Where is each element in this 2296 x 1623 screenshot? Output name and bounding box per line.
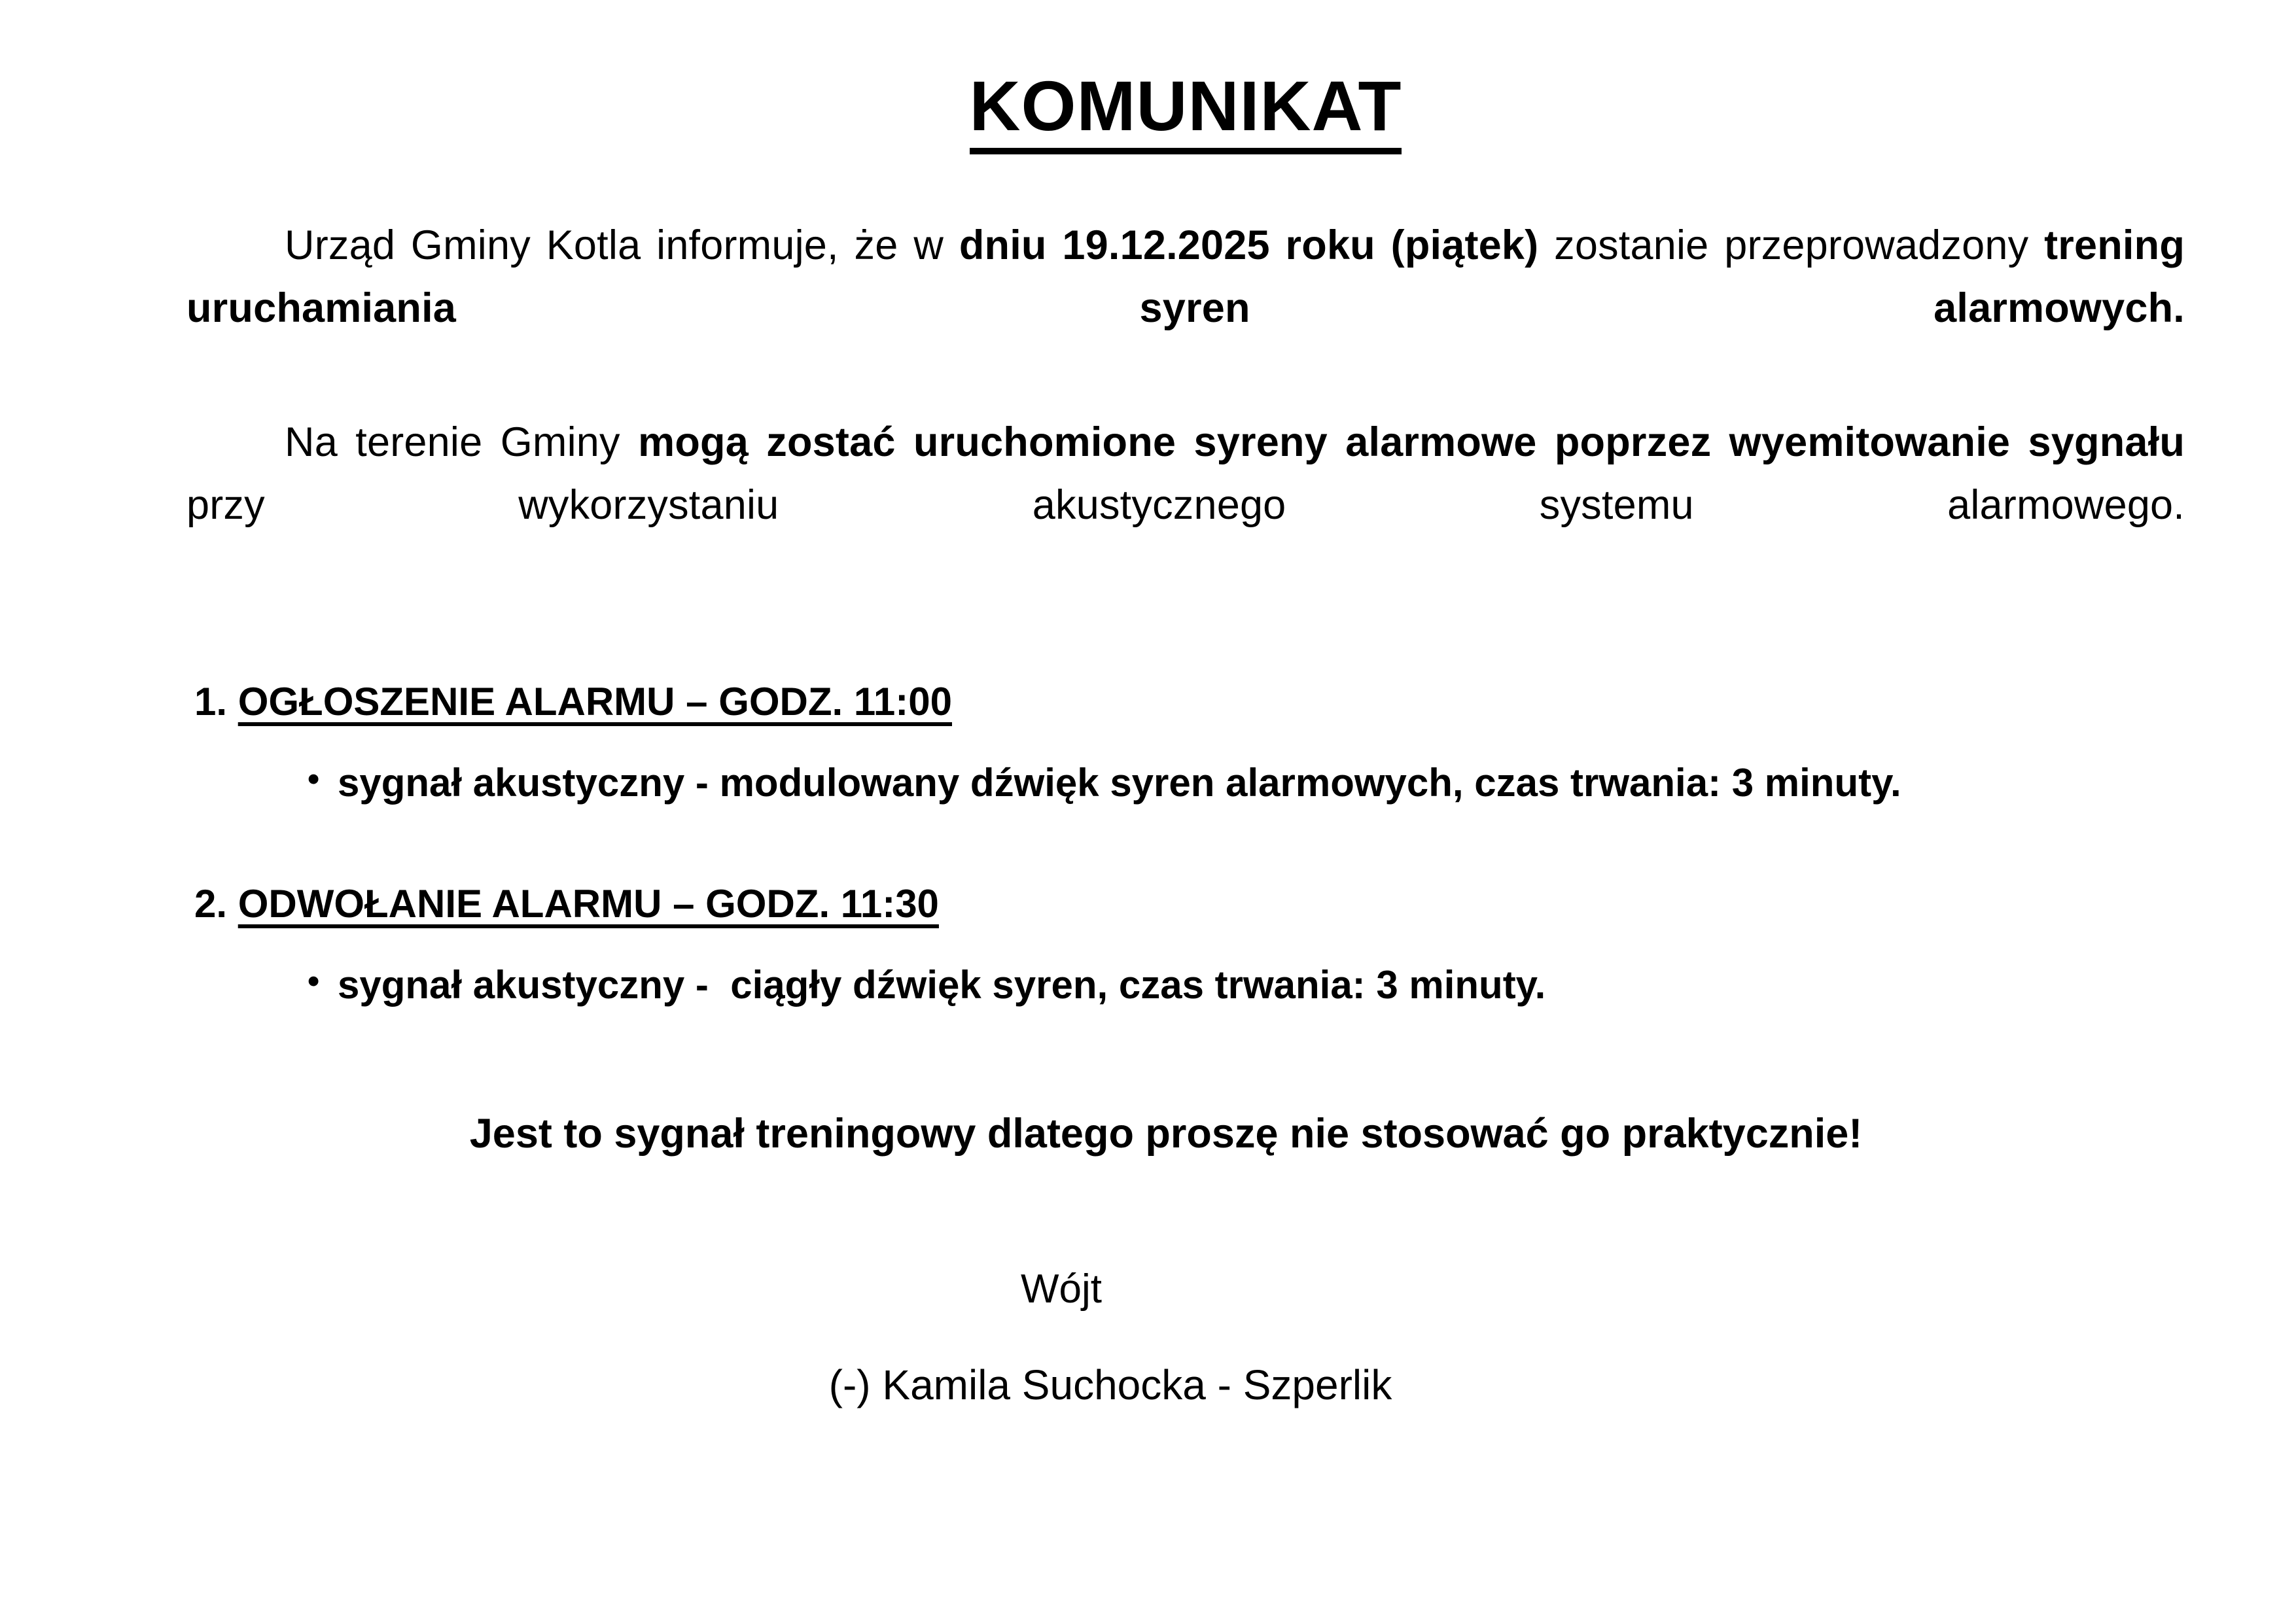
- list-item-2-number: 2.: [194, 881, 228, 926]
- page-title-text: KOMUNIKAT: [970, 71, 1402, 154]
- paragraph-1-seg-3: zostanie przeprowadzony: [1538, 222, 2045, 268]
- list-item-2-heading-text: ODWOŁANIE ALARMU – GODZ. 11:30: [238, 881, 939, 926]
- list-item-1-bullet-text: sygnał akustyczny - modulowany dźwięk syren alarmowych, czas trwania: 3 minuty.: [338, 760, 1901, 805]
- list-item-1-heading-text: OGŁOSZENIE ALARMU – GODZ. 11:00: [238, 679, 952, 724]
- signature-name: (-) Kamila Suchocka - Szperlik: [828, 1361, 1392, 1408]
- list-item-2-bullet-text: sygnał akustyczny - ciągły dźwięk syren, czas trwania: 3 minuty.: [338, 962, 1546, 1007]
- paragraph-1-seg-4: trening uruchamiania syren alarmowych.: [186, 222, 2185, 331]
- paragraph-1-seg-2: dniu 19.12.2025 roku (piątek): [959, 222, 1539, 268]
- page-title: [186, 0, 2185, 154]
- list-item-1-number: 1.: [194, 679, 228, 724]
- paragraph-1: [186, 215, 2185, 402]
- alarm-schedule-list: [186, 677, 2185, 1011]
- paragraph-2: [186, 411, 2185, 599]
- paragraph-2-seg-1: Na terenie Gminy: [285, 419, 639, 466]
- bullet-dot-icon: •: [308, 759, 320, 798]
- list-item-2-heading: [186, 879, 2185, 928]
- emphasis-notice: Jest to sygnał treningowy dlatego proszę nie stosować go praktycznie!: [469, 1110, 1863, 1157]
- paragraph-2-seg-3: przy wykorzystaniu akustycznego systemu alarmowego.: [186, 482, 2185, 528]
- paragraph-1-seg-1: Urząd Gminy Kotla informuje, że w: [285, 222, 959, 268]
- signature-block: [186, 1265, 2185, 1410]
- signature-role: Wójt: [1021, 1266, 1102, 1312]
- body-paragraphs: [186, 215, 2185, 600]
- list-item-2-bullet: [186, 960, 2185, 1011]
- bullet-dot-icon: •: [308, 962, 320, 1000]
- list-item-1-bullet: [186, 758, 2185, 809]
- list-item-1-heading: [186, 677, 2185, 726]
- paragraph-2-seg-2: mogą zostać uruchomione syreny alarmowe poprzez wyemitowanie sygnału: [638, 419, 2185, 466]
